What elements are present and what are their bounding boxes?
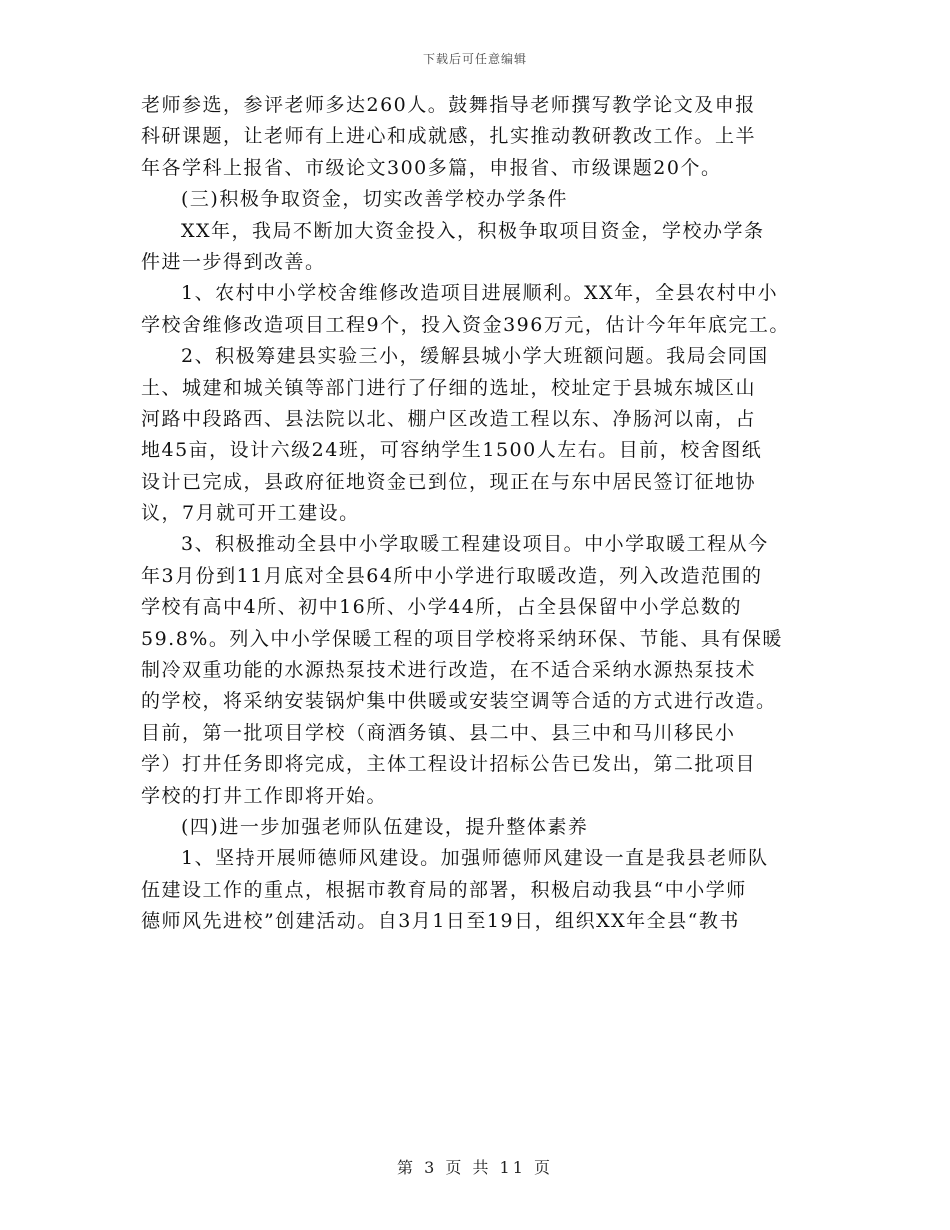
section-heading: (四)进一步加强老师队伍建设，提升整体素养 [181, 815, 589, 838]
text-line: 学校舍维修改造项目工程9个，投入资金396万元，估计今年年底完工。 [141, 313, 790, 336]
text-line: 件进一步得到改善。 [141, 250, 326, 273]
text-line: 学）打井任务即将完成，主体工程设计招标公告已发出，第二批项目 [141, 753, 757, 776]
text-line: 的学校，将采纳安装锅炉集中供暖或安装空调等合适的方式进行改造。 [141, 690, 777, 713]
text-line: 1、农村中小学校舍维修改造项目进展顺利。XX年，全县农村中小 [181, 282, 779, 305]
text-line: 1、坚持开展师德师风建设。加强师德师风建设一直是我县老师队 [181, 847, 769, 870]
text-line: XX年，我局不断加大资金投入，积极争取项目资金，学校办学条 [181, 219, 765, 242]
page-header: 下载后可任意编辑 [422, 52, 527, 66]
text-line: 年各学科上报省、市级论文300多篇，申报省、市级课题20个。 [141, 156, 722, 179]
section-heading: (三)积极争取资金，切实改善学校办学条件 [181, 188, 568, 211]
text-line: 设计已完成，县政府征地资金已到位，现正在与东中居民签订征地协 [141, 470, 757, 493]
text-line: 科研课题，让老师有上进心和成就感，扎实推动教研教改工作。上半 [141, 125, 757, 148]
text-line: 伍建设工作的重点，根据市教育局的部署，积极启动我县“中小学师 [141, 878, 747, 901]
text-line: 河路中段路西、县法院以北、棚户区改造工程以东、净肠河以南，占 [141, 407, 757, 430]
text-line: 2、积极筹建县实验三小，缓解县城小学大班额问题。我局会同国 [181, 345, 769, 368]
text-line: 德师风先进校”创建活动。自3月1日至19日，组织XX年全县“教书 [141, 910, 740, 933]
text-line: 学校的打井工作即将开始。 [141, 784, 388, 807]
text-line: 学校有高中4所、初中16所、小学44所，占全县保留中小学总数的 [141, 596, 742, 619]
document-body [141, 90, 811, 938]
text-line: 土、城建和城关镇等部门进行了仔细的选址，校址定于县城东城区山 [141, 376, 757, 399]
text-line: 地45亩，设计六级24班，可容纳学生1500人左右。目前，校舍图纸 [141, 439, 763, 462]
text-line: 3、积极推动全县中小学取暖工程建设项目。中小学取暖工程从今 [181, 533, 769, 556]
text-line: 议，7月就可开工建设。 [141, 502, 360, 525]
text-line: 老师参选，参评老师多达260人。鼓舞指导老师撰写教学论文及申报 [141, 94, 756, 116]
text-line: 年3月份到11月底对全县64所中小学进行取暖改造，列入改造范围的 [141, 564, 763, 587]
page-footer: 第 3 页 共 11 页 [397, 1158, 553, 1177]
text-line: 目前，第一批项目学校（商酒务镇、县二中、县三中和马川移民小 [141, 721, 736, 744]
text-line: 59.8%。列入中小学保暖工程的项目学校将采纳环保、节能、具有保暖 [141, 627, 783, 650]
text-line: 制冷双重功能的水源热泵技术进行改造，在不适合采纳水源热泵技术 [141, 659, 757, 682]
